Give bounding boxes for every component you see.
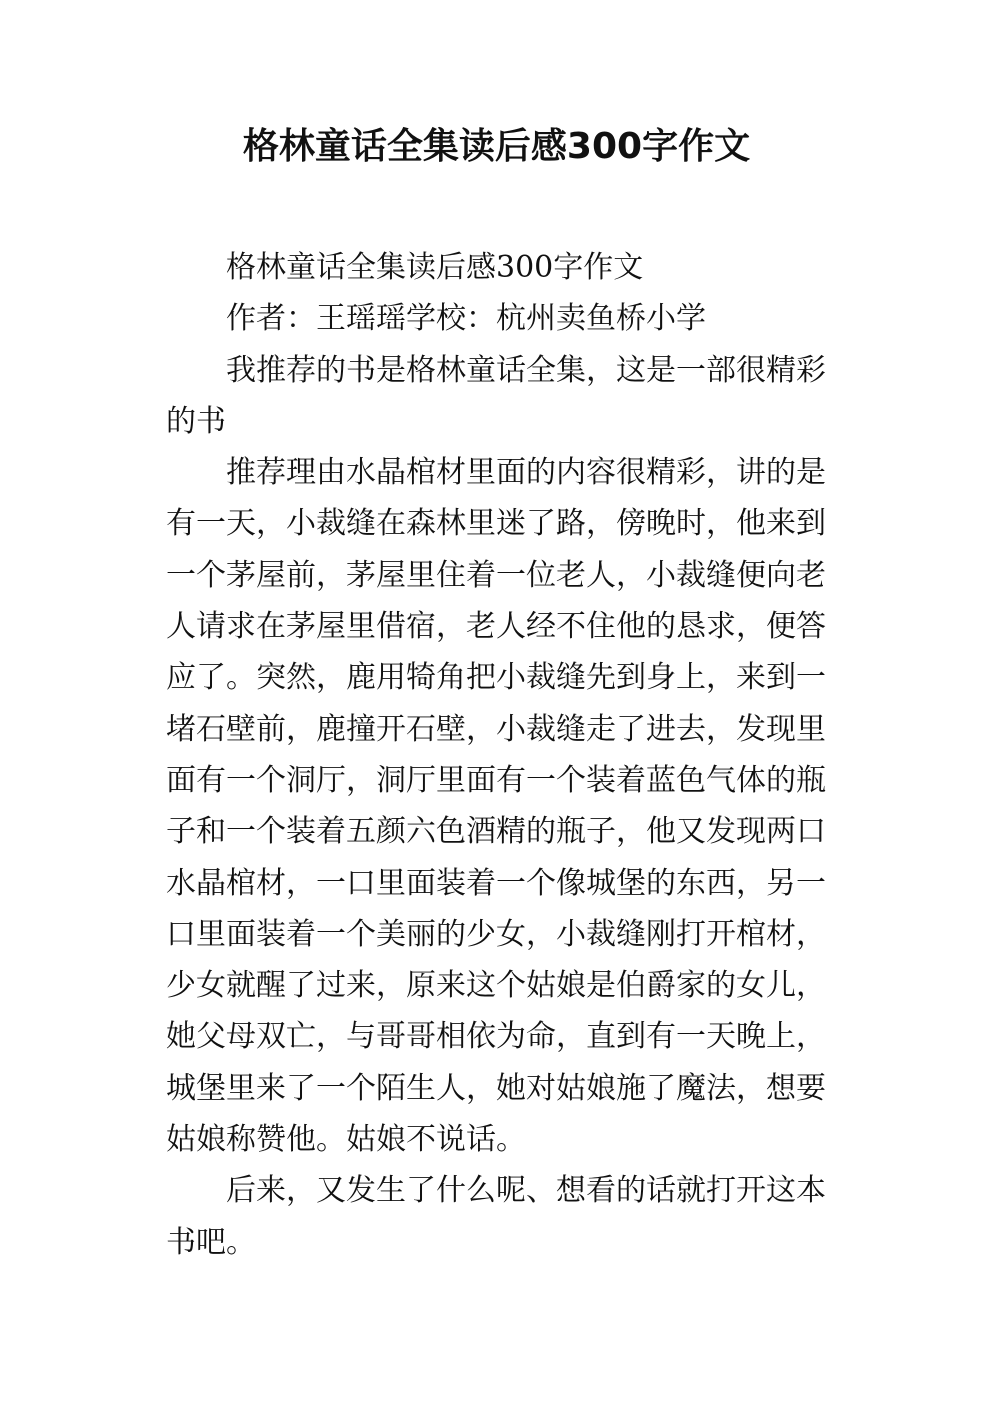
paragraph-reason: 推荐理由水晶棺材里面的内容很精彩，讲的是有一天，小裁缝在森林里迷了路，傍晚时，他来到一个茅屋前，茅屋里住着一位老人，小裁缝便向老人请求在茅屋里借宿，老人经不住他的恳求，便答应了。突然，鹿用犄角把小裁缝先到身上，来到一堵石壁前，鹿撞开石壁，小裁缝走了进去，发现里面有一个洞厅，洞厅里面有一个装着蓝色气体的瓶子和一个装着五颜六色酒精的瓶子，他又发现两口水晶棺材，一口里面装着一个像城堡的东西，另一口里面装着一个美丽的少女，小裁缝刚打开棺材，少女就醒了过来，原来这个姑娘是伯爵家的女儿，她父母双亡，与哥哥相依为命，直到有一天晚上，城堡里来了一个陌生人，她对姑娘施了魔法，想要姑娘称赞他。姑娘不说话。	[166, 455, 826, 1158]
paragraph-subtitle: 格林童话全集读后感300字作文	[226, 250, 644, 285]
paragraph-author: 作者：王瑶瑶学校：杭州卖鱼桥小学	[226, 301, 706, 337]
paragraph-conclusion: 后来，又发生了什么呢、想看的话就打开这本书吧。	[166, 1173, 826, 1260]
document-body	[166, 242, 828, 1268]
paragraph-recommendation: 我推荐的书是格林童话全集，这是一部很精彩的书	[166, 352, 826, 439]
document-title: 格林童话全集读后感300字作文	[242, 126, 751, 167]
